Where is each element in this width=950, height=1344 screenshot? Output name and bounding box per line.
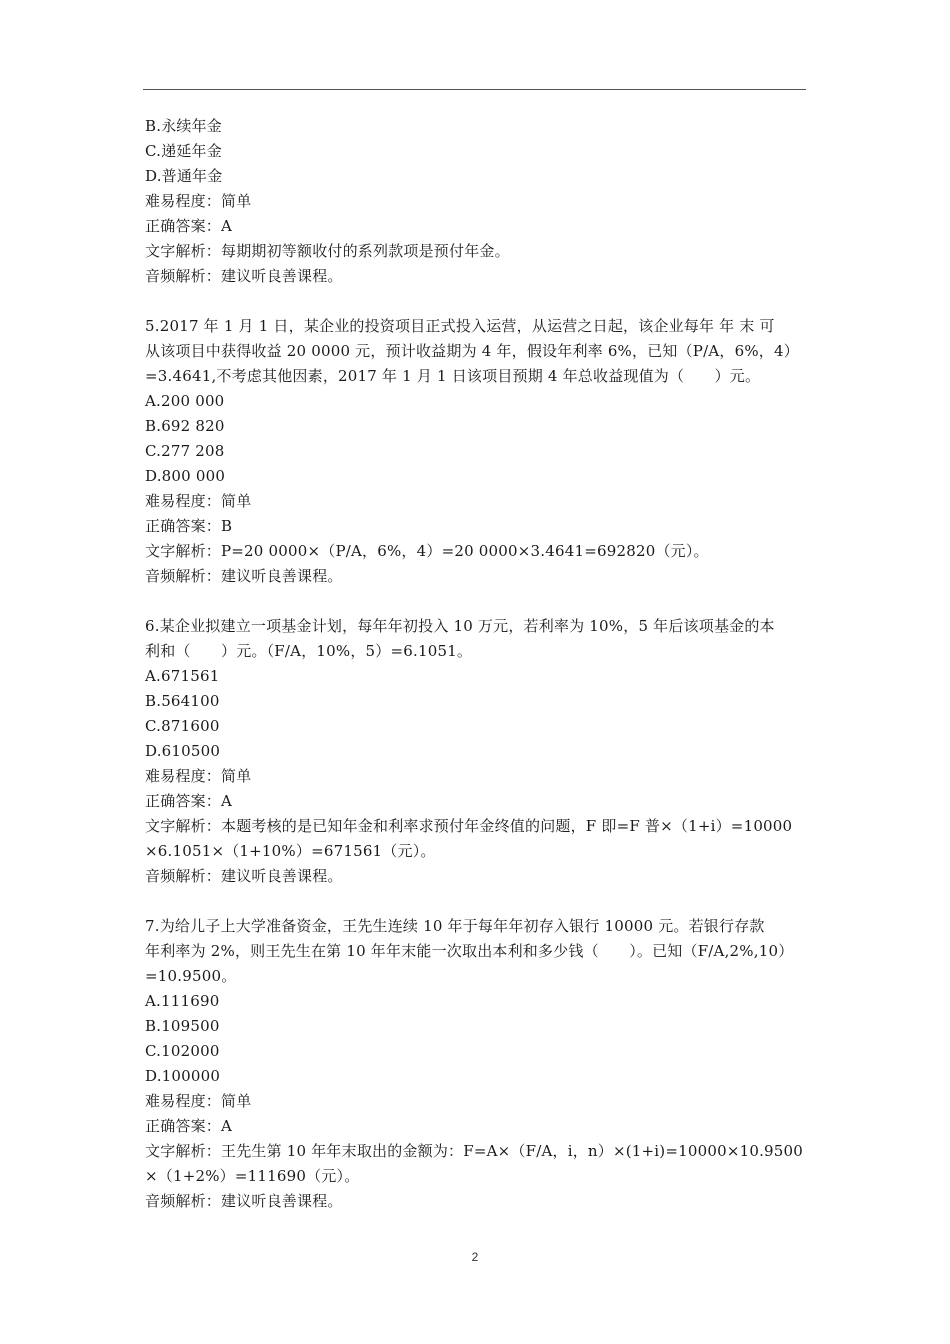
q5-analysis: 文字解析：P=20 0000×（P/A，6%，4）=20 0000×3.4641=692820（元）。 [145,542,709,560]
q7-stem-line: 年利率为 2%，则王先生在第 10 年年末能一次取出本利和多少钱（ ）。已知（F/A,2%,10） [145,942,794,960]
q4-answer: 正确答案：A [145,217,233,235]
q6-difficulty: 难易程度：简单 [145,767,252,785]
q4-option-c: C.递延年金 [145,142,222,160]
q6-audio: 音频解析：建议听良善课程。 [145,867,343,885]
q7-option-a: A.111690 [145,992,220,1010]
q5-stem-line: 从该项目中获得收益 20 0000 元，预计收益期为 4 年，假设年利率 6%，已知（P/A，6%，4） [145,342,799,360]
q7-difficulty: 难易程度：简单 [145,1092,252,1110]
q6-option-a: A.671561 [145,667,220,685]
q7-option-d: D.100000 [145,1067,221,1085]
q6-stem-line: 利和（ ）元。（F/A，10%，5）=6.1051。 [145,642,473,660]
document-body [145,114,810,1214]
page-number: 2 [471,1250,479,1264]
spacer [145,289,810,314]
q6-analysis-line: 文字解析：本题考核的是已知年金和利率求预付年金终值的问题，F 即=F 普×（1+i）=10000 [145,817,793,835]
q7-stem-line: =10.9500。 [145,967,237,985]
q4-option-d: D.普通年金 [145,167,223,185]
q6-analysis-line: ×6.1051×（1+10%）=671561（元）。 [145,842,436,860]
spacer [145,589,810,614]
q5-answer: 正确答案：B [145,517,233,535]
q7-analysis-line: 文字解析：王先生第 10 年年末取出的金额为：F=A×（F/A，i，n）×(1+i)=10000×10.9500 [145,1142,804,1160]
question-6 [145,614,810,889]
header-rule [143,89,806,90]
q6-option-d: D.610500 [145,742,221,760]
spacer [145,889,810,914]
q4-difficulty: 难易程度：简单 [145,192,252,210]
q5-difficulty: 难易程度：简单 [145,492,252,510]
question-7 [145,914,810,1214]
q7-audio: 音频解析：建议听良善课程。 [145,1192,343,1210]
question-4 [145,114,810,289]
q6-stem-line: 6.某企业拟建立一项基金计划，每年年初投入 10 万元，若利率为 10%，5 年后该项基金的本 [145,617,775,635]
q4-analysis: 文字解析：每期期初等额收付的系列款项是预付年金。 [145,242,510,260]
q5-stem-line: 5.2017 年 1 月 1 日，某企业的投资项目正式投入运营，从运营之日起，该企业每年 年 末 可 [145,317,775,335]
q7-option-b: B.109500 [145,1017,220,1035]
q5-option-c: C.277 208 [145,442,225,460]
q5-option-a: A.200 000 [145,392,225,410]
q5-stem-line: =3.4641,不考虑其他因素，2017 年 1 月 1 日该项目预期 4 年总收益现值为（ ）元。 [145,367,761,385]
q5-option-d: D.800 000 [145,467,226,485]
q7-option-c: C.102000 [145,1042,220,1060]
q7-analysis-line: ×（1+2%）=111690（元）。 [145,1167,360,1185]
q6-answer: 正确答案：A [145,792,233,810]
q6-option-c: C.871600 [145,717,220,735]
q4-audio: 音频解析：建议听良善课程。 [145,267,343,285]
q5-option-b: B.692 820 [145,417,225,435]
q4-option-b: B.永续年金 [145,117,222,135]
q7-stem-line: 7.为给儿子上大学准备资金，王先生连续 10 年于每年年初存入银行 10000 元。若银行存款 [145,917,765,935]
q5-audio: 音频解析：建议听良善课程。 [145,567,343,585]
q7-answer: 正确答案：A [145,1117,233,1135]
q6-option-b: B.564100 [145,692,220,710]
question-5 [145,314,810,589]
